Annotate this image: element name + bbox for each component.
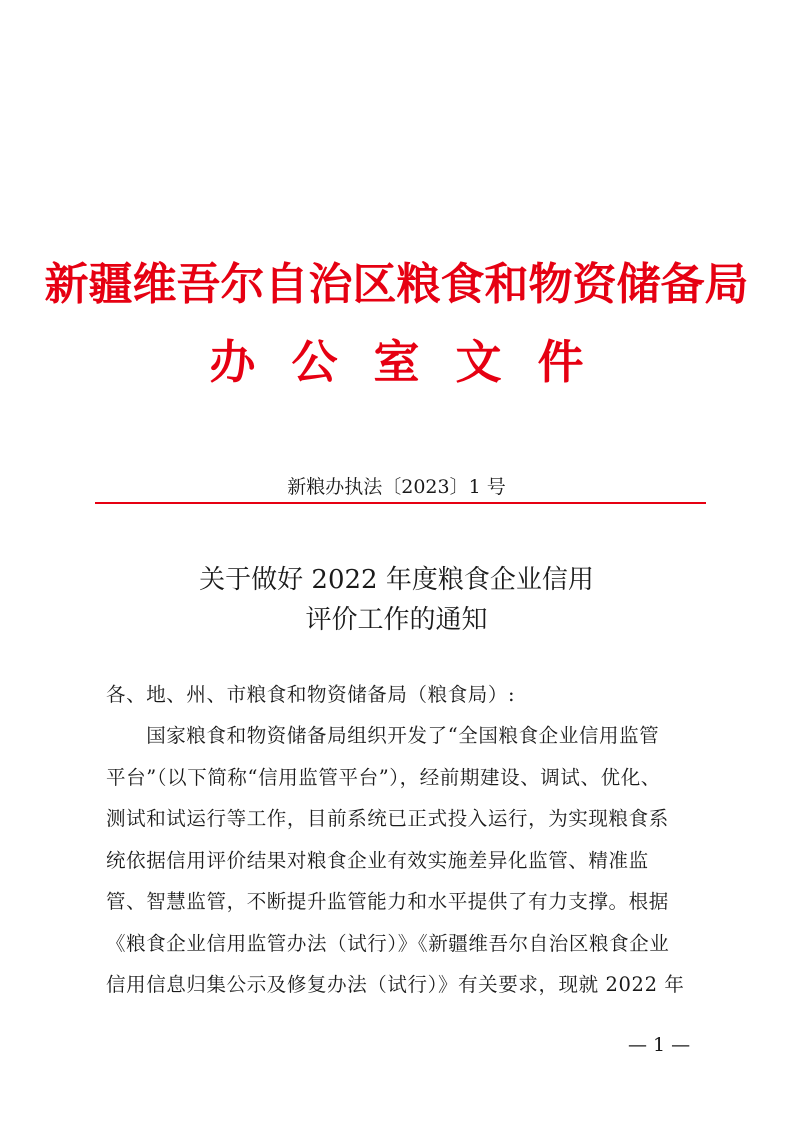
body-line: 平台”（以下简称“信用监管平台”），经前期建设、调试、优化、 <box>106 766 661 789</box>
notice-title-line-2: 评价工作的通知 <box>305 605 488 635</box>
body-line: 统依据信用评价结果对粮食企业有效实施差异化监管、精准监 <box>106 849 649 872</box>
page-number: — 1 — <box>628 1034 691 1056</box>
document-type-title: 办公室文件 <box>209 335 620 389</box>
body-line: 《粮食企业信用监管办法（试行）》《新疆维吾尔自治区粮食企业 <box>106 932 670 955</box>
body-line: 管、智慧监管，不断提升监管能力和水平提供了有力支撑。根据 <box>106 890 669 913</box>
issuing-organization: 新疆维吾尔自治区粮食和物资储备局 <box>44 259 749 310</box>
salutation: 各、地、州、市粮食和物资储备局（粮食局）: <box>106 683 516 706</box>
document-number: 新粮办执法〔2023〕1 号 <box>287 476 506 498</box>
notice-title-line-1: 关于做好 2022 年度粮食企业信用 <box>199 565 594 595</box>
body-line: 测试和试运行等工作，目前系统已正式投入运行，为实现粮食系 <box>106 807 669 830</box>
red-divider-line <box>95 502 706 504</box>
body-line: 信用信息归集公示及修复办法（试行）》有关要求，现就 2022 年 <box>106 973 685 996</box>
body-line: 国家粮食和物资储备局组织开发了“全国粮食企业信用监管 <box>106 724 660 747</box>
